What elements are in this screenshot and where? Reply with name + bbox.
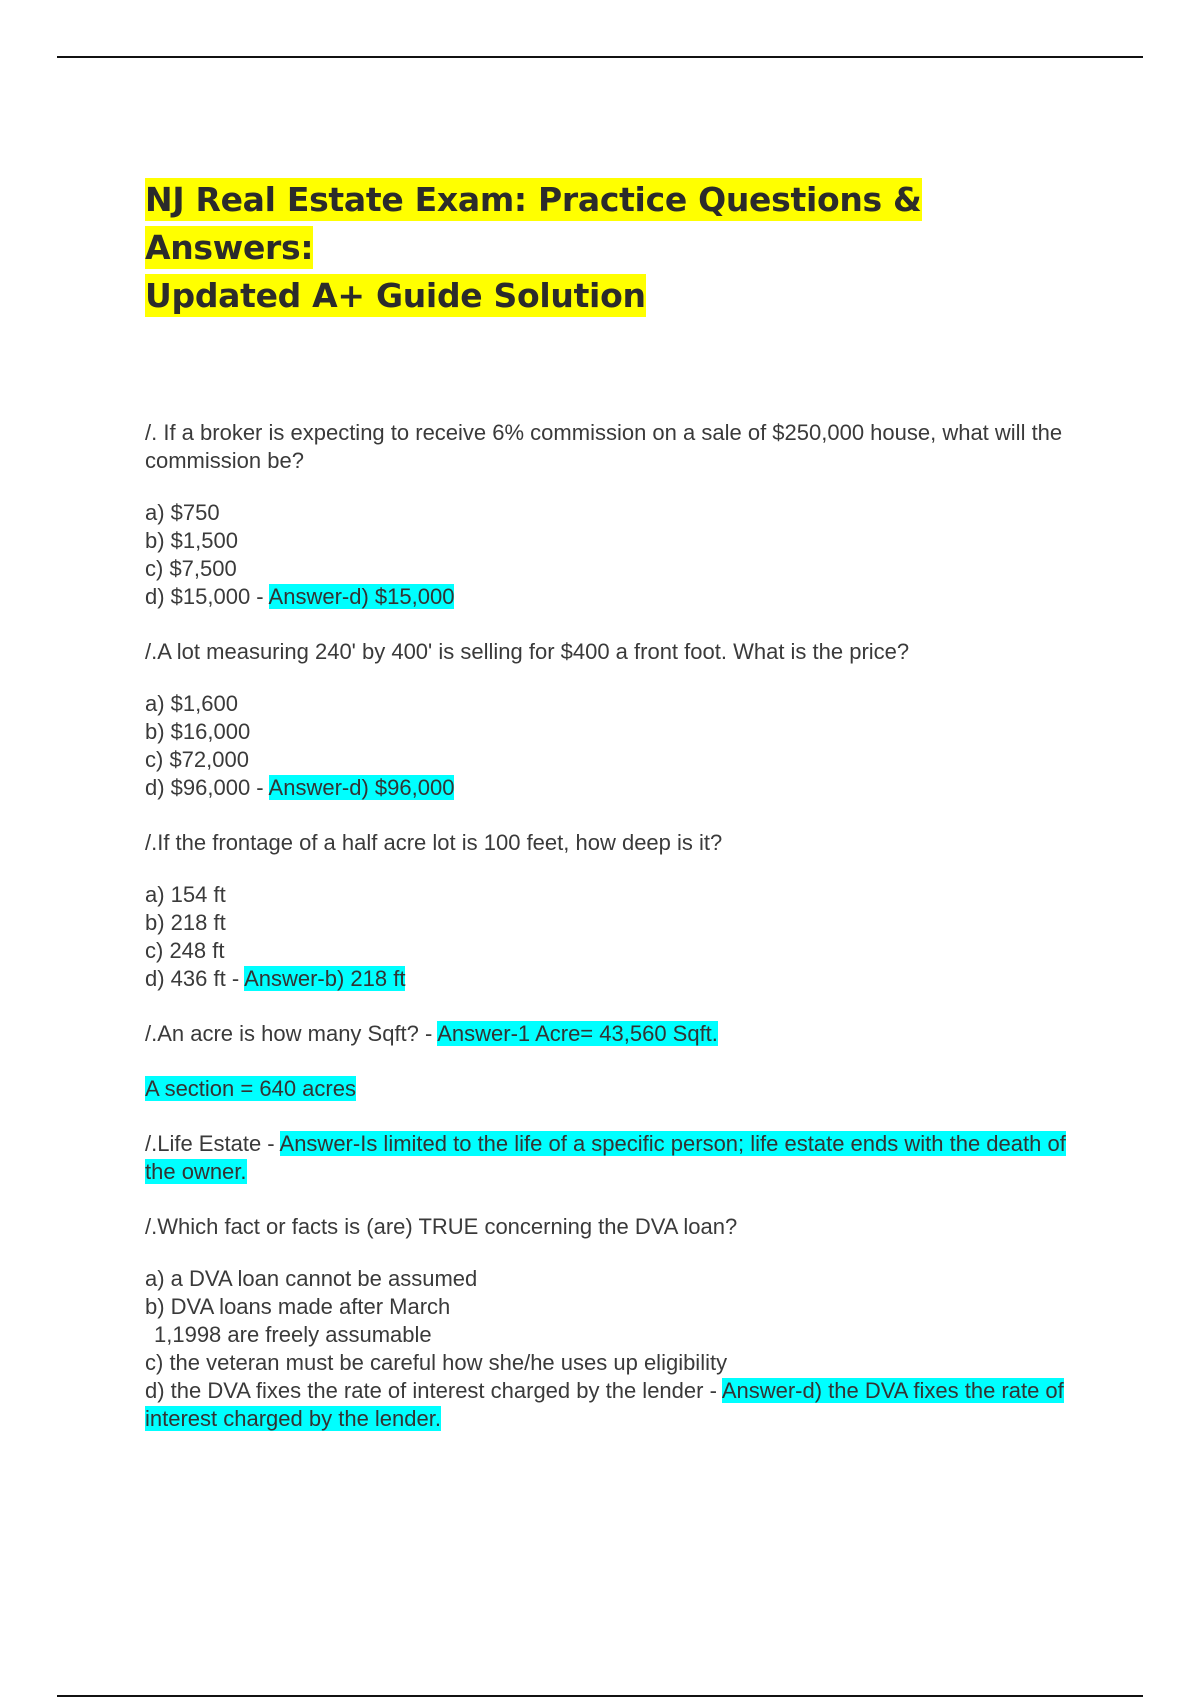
option-d [145,774,1095,802]
question-2: /.A lot measuring 240' by 400' is selling for $400 a front foot. What is the price? [145,639,910,664]
question-3: /.If the frontage of a half acre lot is 100 feet, how deep is it? [145,830,723,855]
option-d [145,1377,1095,1433]
question-3-options [145,881,1095,993]
answer-highlight: Answer-d) $15,000 [268,584,455,609]
answer-highlight: Answer-Is limited to the life of a specific person; life estate ends with the death of the owner. [145,1131,1066,1184]
option-b: b) $16,000 [145,719,251,744]
document-title [145,176,1095,320]
question-1: /. If a broker is expecting to receive 6% commission on a sale of $250,000 house, what will the commission be? [145,420,1063,473]
option-b: b) 218 ft [145,910,226,935]
question-4-text: /.An acre is how many Sqft? - [145,1021,438,1046]
option-d [145,965,1095,993]
option-a: a) $750 [145,500,220,525]
option-c: c) the veteran must be careful how she/he uses up eligibility [145,1350,728,1375]
answer-highlight: Answer-b) 218 ft [244,966,406,991]
question-1-options [145,499,1095,611]
option-c: c) $7,500 [145,556,237,581]
option-b: b) $1,500 [145,528,238,553]
document-body [145,176,1095,1433]
question-2-options [145,690,1095,802]
option-d-text: d) the DVA fixes the rate of interest charged by the lender - [145,1378,722,1403]
bottom-rule [57,1695,1143,1697]
option-d [145,583,1095,611]
question-4-extra [145,1075,1095,1103]
option-b: b) DVA loans made after March [145,1294,451,1319]
question-5 [145,1130,1095,1186]
question-6-options [145,1265,1095,1433]
option-c: c) $72,000 [145,747,249,772]
question-6: /.Which fact or facts is (are) TRUE concerning the DVA loan? [145,1214,738,1239]
answer-highlight: Answer-1 Acre= 43,560 Sqft. [437,1021,718,1046]
answer-highlight: Answer-d) the DVA fixes the rate of interest charged by the lender. [145,1378,1064,1431]
option-d-text: d) $15,000 - [145,584,269,609]
question-5-text: /.Life Estate - [145,1131,280,1156]
title-line-1: NJ Real Estate Exam: Practice Questions & Answers: [145,180,922,267]
title-line-2: Updated A+ Guide Solution [145,276,646,315]
option-a: a) $1,600 [145,691,238,716]
option-b-continued: 1,1998 are freely assumable [154,1322,432,1347]
option-d-text: d) 436 ft - [145,966,245,991]
option-d-text: d) $96,000 - [145,775,269,800]
qa-list [145,419,1095,1433]
option-a: a) 154 ft [145,882,226,907]
answer-highlight-extra: A section = 640 acres [145,1076,356,1101]
answer-highlight: Answer-d) $96,000 [268,775,455,800]
option-a: a) a DVA loan cannot be assumed [145,1266,478,1291]
option-c: c) 248 ft [145,938,225,963]
question-4 [145,1020,1095,1048]
top-rule [57,56,1143,58]
